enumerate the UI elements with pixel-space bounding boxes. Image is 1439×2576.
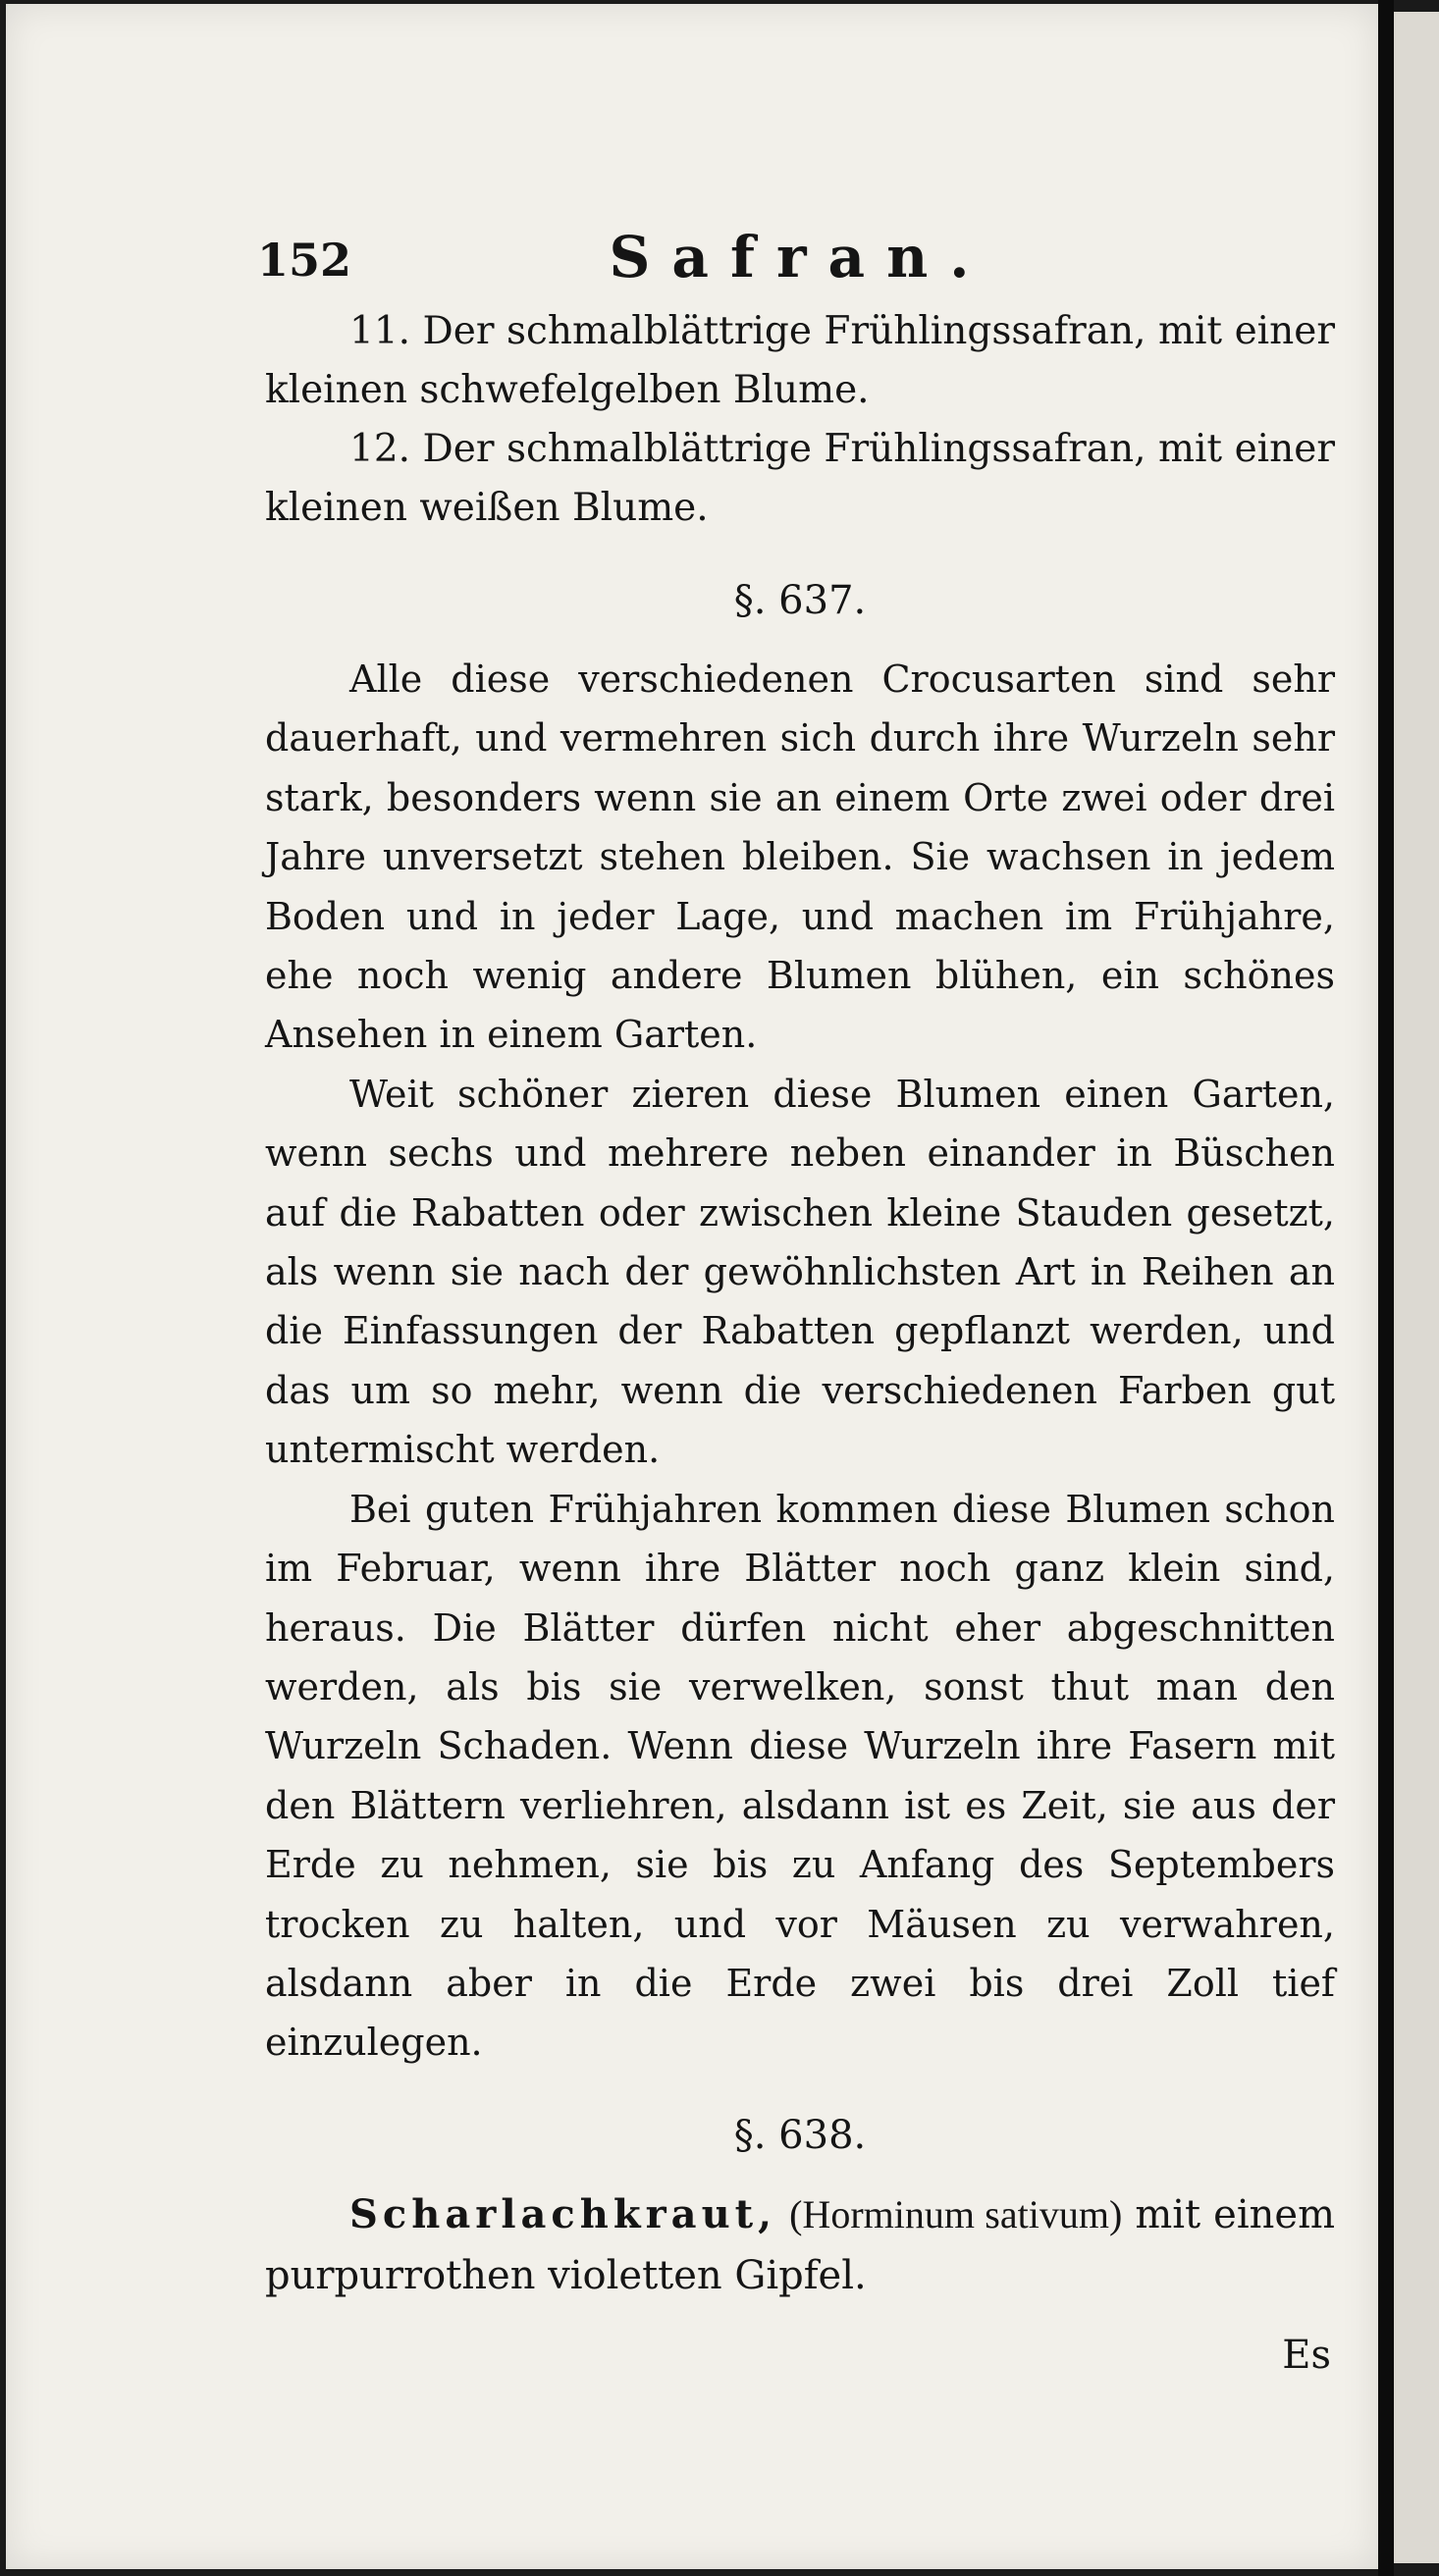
entry-text: Der schmalblättrige Frühlingssafran, mit einer kleinen weißen Blume. — [265, 427, 1335, 530]
page-content — [257, 224, 1335, 2385]
catchword: Es — [1282, 2332, 1331, 2378]
entry-number: 12. — [349, 427, 411, 471]
paragraph: Bei guten Frühjahren kommen diese Blumen schon im Februar, wenn ihre Blätter noch ganz klein sind, heraus. Die Blätter dürfen nicht eher abgeschnitten werden, als bis sie verwelken, sonst thut man den Wurzeln Schaden. Wenn diese Wurzeln ihre Fasern mit den Blättern verliehren, alsdann ist es Zeit, sie aus der Erde zu nehmen, sie bis zu Anfang des Septembers trocken zu halten, und vor Mäusen zu verwahren, alsdann aber in die Erde zwei bis drei Zoll tief einzulegen. — [265, 1487, 1335, 2065]
section-heading-637: §. 637. — [733, 578, 867, 623]
list-item — [265, 420, 1335, 538]
list-item — [265, 302, 1335, 420]
entry-number: 11. — [349, 309, 411, 353]
paragraph: Weit schöner zieren diese Blumen einen Garten, wenn sechs und mehrere neben einander in Büschen auf die Rabatten oder zwischen kleine Stauden gesetzt, als wenn sie nach der gewöhnlichsten Art in Reihen an die Einfassungen der Rabatten gepflanzt werden, und das um so mehr, wenn die verschiedenen Farben gut untermischt werden. — [265, 1072, 1335, 1472]
entry-text: Der schmalblättrige Frühlingssafran, mit einer kleinen schwefelgelben Blume. — [265, 309, 1335, 412]
adjacent-page-edge — [1394, 12, 1439, 2563]
running-head: Safran. — [609, 224, 991, 290]
page-number: 152 — [257, 234, 352, 287]
paragraph: Alle diese verschiedenen Crocusarten sind sehr dauerhaft, und vermehren sich durch ihre Wurzeln sehr stark, besonders wenn sie an einem Orte zwei oder drei Jahre unversetzt stehen bleiben. Sie wachsen in jedem Boden und in jeder Lage, und machen im Frühjahre, ehe noch wenig andere Blumen blühen, ein schönes Ansehen in einem Garten. — [265, 657, 1335, 1057]
page-header — [257, 224, 1335, 302]
section-heading-638: §. 638. — [733, 2112, 867, 2158]
page-gutter-shadow — [1378, 0, 1394, 2576]
plant-entry — [265, 2184, 1335, 2306]
plant-name: Scharlachkraut, — [349, 2190, 777, 2237]
plant-description: mit einem purpurrothen violetten Gipfel. — [265, 2191, 1335, 2298]
latin-name: (Horminum sativum) — [789, 2191, 1123, 2236]
